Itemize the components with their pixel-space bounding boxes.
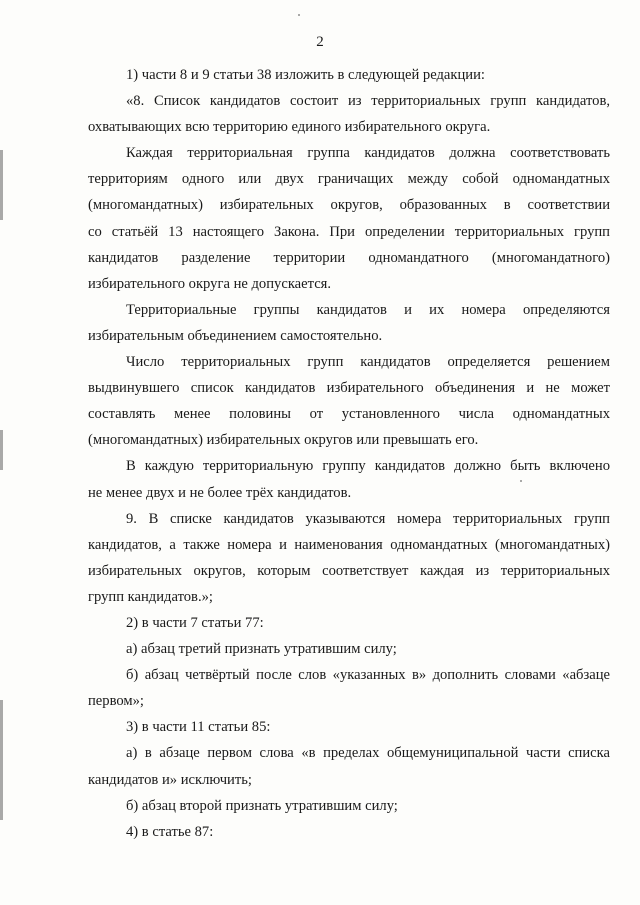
text-line: избирательных округов, которым соответствует каждая из территориальных [88,562,610,579]
text-line: охватывающих всю территорию единого избирательного округа. [88,119,491,136]
text-line: не менее двух и не более трёх кандидатов. [88,484,352,501]
text-line: территориям одного или двух граничащих между собой одномандатных [88,171,610,188]
text-line: групп кандидатов.»; [88,588,213,605]
text-line: кандидатов разделение территории одномандатного (многомандатного) [88,249,610,266]
text-line: а) абзац третий признать утратившим силу; [126,641,397,658]
text-line: избирательным объединением самостоятельно. [88,327,383,344]
text-line: Каждая территориальная группа кандидатов должна соответствовать [126,145,610,162]
text-line: кандидатов, а также номера и наименования одномандатных (многомандатных) [88,536,610,553]
text-line: 1) части 8 и 9 статьи 38 изложить в следующей редакции: [126,67,485,83]
text-line: б) абзац второй признать утратившим силу; [126,797,398,814]
page-number: 2 [316,34,324,50]
text-line: выдвинувшего список кандидатов избирательного объединения и не может [88,380,610,397]
text-line: 9. В списке кандидатов указываются номера территориальных групп [126,510,610,527]
document-body [88,62,610,845]
text-line: а) в абзаце первом слова «в пределах общемуниципальной части списка [126,745,610,762]
text-line: б) абзац четвёртый после слов «указанных в» дополнить словами «абзаце [126,667,610,684]
text-line: Территориальные группы кандидатов и их номера определяются [126,301,610,318]
text-line: (многомандатных) избирательных округов, образованных в соответствии [88,197,610,214]
text-line: избирательного округа не допускается. [88,275,332,292]
text-line: 2) в части 7 статьи 77: [126,614,264,631]
text-line: 4) в статье 87: [126,823,214,840]
text-line: (многомандатных) избирательных округов или превышать его. [88,432,479,449]
scan-speck [298,14,300,16]
scan-edge-mark [0,430,3,470]
text-line: 3) в части 11 статьи 85: [126,719,271,736]
text-line: составлять менее половины от установленного числа одномандатных [88,406,610,423]
scan-edge-mark [0,700,3,820]
text-line: «8. Список кандидатов состоит из территориальных групп кандидатов, [126,93,610,110]
text-line: В каждую территориальную группу кандидатов должно быть включено [126,458,610,475]
scan-edge-mark [0,150,3,220]
text-line: первом»; [88,693,144,710]
text-line: Число территориальных групп кандидатов определяется решением [126,354,610,371]
text-line: со статьёй 13 настоящего Закона. При определении территориальных групп [88,223,610,240]
text-line: кандидатов и» исключить; [88,771,252,788]
